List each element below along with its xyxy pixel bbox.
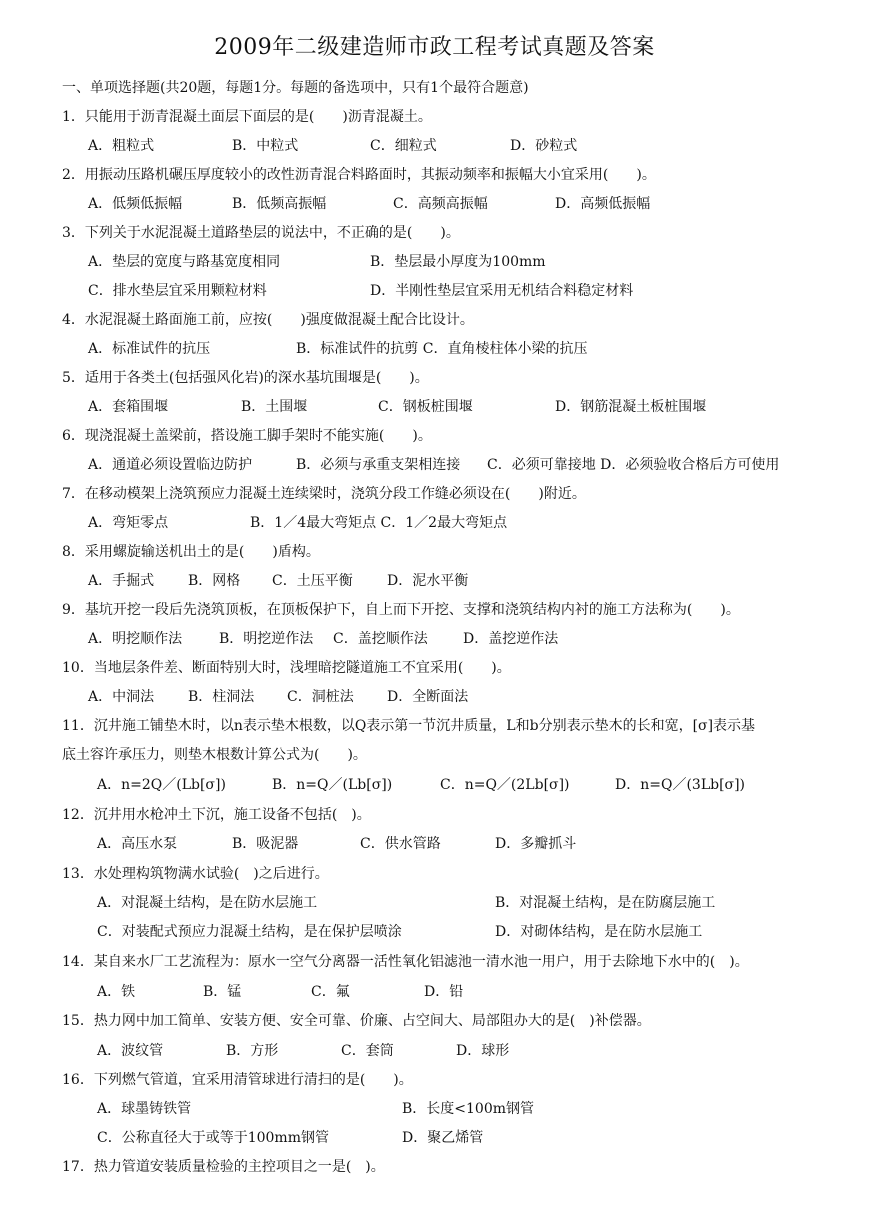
option-b: B．中粒式 xyxy=(232,138,299,154)
option-c: C．对装配式预应力混凝土结构，是在保护层喷涂 xyxy=(97,924,402,940)
option-b: B．n=Q／(Lb[σ]) xyxy=(272,777,393,793)
question-stem: 6．现浇混凝土盖梁前，搭设施工脚手架时不能实施( )。 xyxy=(62,428,432,444)
option-a: A．通道必须设置临边防护 xyxy=(88,457,253,473)
option-b: B．锰 xyxy=(203,984,242,1000)
question-stem: 1．只能用于沥青混凝土面层下面层的是( )沥青混凝土。 xyxy=(62,109,432,125)
option-a: A．铁 xyxy=(97,984,136,1000)
option-d: D．球形 xyxy=(456,1043,510,1059)
option-a: A．对混凝土结构，是在防水层施工 xyxy=(97,895,318,911)
option-a: A．手掘式 xyxy=(88,573,155,589)
question-stem: 3．下列关于水泥混凝土道路垫层的说法中，不正确的是( )。 xyxy=(62,225,460,241)
question-stem-continued: 底土容许承压力，则垫木根数计算公式为( )。 xyxy=(62,747,367,763)
option-d: D．砂粒式 xyxy=(510,138,578,154)
option-c: C．氟 xyxy=(311,984,350,1000)
option-b: B．吸泥器 xyxy=(232,836,299,852)
question-stem: 17．热力管道安装质量检验的主控项目之一是( )。 xyxy=(62,1159,385,1175)
option-b: B．低频高振幅 xyxy=(232,196,327,212)
question-stem: 16．下列燃气管道，宜采用清管球进行清扫的是( )。 xyxy=(62,1072,413,1088)
option-a: A．粗粒式 xyxy=(88,138,155,154)
option-b: B．网格 xyxy=(188,573,241,589)
option-c: C．细粒式 xyxy=(370,138,437,154)
option-c: C．必须可靠接地 D．必须验收合格后方可使用 xyxy=(487,457,780,473)
option-c: C．套筒 xyxy=(341,1043,394,1059)
option-b: B．对混凝土结构，是在防腐层施工 xyxy=(495,895,716,911)
option-b: B．柱洞法 xyxy=(188,689,255,705)
question-stem: 4．水泥混凝土路面施工前，应按( )强度做混凝土配合比设计。 xyxy=(62,312,474,328)
option-b: B．标准试件的抗剪 C．直角棱柱体小梁的抗压 xyxy=(296,341,588,357)
option-b: B．土围堰 xyxy=(241,399,308,415)
option-a: A．n=2Q／(Lb[σ]) xyxy=(97,777,226,793)
question-stem: 7．在移动模架上浇筑预应力混凝土连续梁时，浇筑分段工作缝必须设在( )附近。 xyxy=(62,486,586,502)
option-c: C．公称直径大于或等于100mm钢管 xyxy=(97,1130,329,1146)
option-b: B．必须与承重支架相连接 xyxy=(296,457,461,473)
option-a: A．中洞法 xyxy=(88,689,155,705)
question-stem: 9．基坑开挖一段后先浇筑顶板，在顶板保护下，自上而下开挖、支撑和浇筑结构内衬的施工方法称为( )。 xyxy=(62,602,740,618)
option-a: A．明挖顺作法 xyxy=(88,631,183,647)
question-stem: 8．采用螺旋输送机出土的是( )盾构。 xyxy=(62,544,320,560)
option-c: C．盖挖顺作法 xyxy=(333,631,428,647)
option-a: A．垫层的宽度与路基宽度相同 xyxy=(88,254,281,270)
option-d: D．半刚性垫层宜采用无机结合料稳定材料 xyxy=(370,283,634,299)
option-c: C．钢板桩围堰 xyxy=(378,399,473,415)
question-stem: 5．适用于各类土(包括强风化岩)的深水基坑围堰是( )。 xyxy=(62,370,429,386)
option-c: C．洞桩法 xyxy=(287,689,354,705)
option-a: A．套箱围堰 xyxy=(88,399,169,415)
option-d: D．多瓣抓斗 xyxy=(495,836,577,852)
option-d: D．全断面法 xyxy=(387,689,469,705)
question-stem: 15．热力网中加工简单、安装方便、安全可靠、价廉、占空间大、局部阻办大的是( )补偿器。 xyxy=(62,1013,651,1029)
option-c: C．高频高振幅 xyxy=(393,196,488,212)
option-d: D．铅 xyxy=(424,984,464,1000)
question-stem: 14．某自来水厂工艺流程为：原水一空气分离器一活性氧化铝滤池一清水池一用户，用于去除地下水中的( )。 xyxy=(62,954,749,970)
option-a: A．球墨铸铁管 xyxy=(97,1101,192,1117)
question-stem: 12．沉井用水枪冲土下沉，施工设备不包括( )。 xyxy=(62,807,371,823)
option-c: C．土压平衡 xyxy=(272,573,353,589)
option-d: D．聚乙烯管 xyxy=(402,1130,484,1146)
option-d: D．对砌体结构，是在防水层施工 xyxy=(495,924,703,940)
option-d: D．高频低振幅 xyxy=(555,196,651,212)
option-b: B．明挖逆作法 xyxy=(219,631,314,647)
option-b: B．方形 xyxy=(226,1043,279,1059)
option-d: D．n=Q／(3Lb[σ]) xyxy=(615,777,746,793)
option-a: A．弯矩零点 xyxy=(88,515,169,531)
question-stem: 13．水处理构筑物满水试验( )之后进行。 xyxy=(62,866,329,882)
question-stem: 10．当地层条件差、断面特别大时，浅埋暗挖隧道施工不宜采用( )。 xyxy=(62,660,511,676)
option-c: C．排水垫层宜采用颗粒材料 xyxy=(88,283,267,299)
option-c: C．n=Q／(2Lb[σ]) xyxy=(440,777,570,793)
option-d: D．钢筋混凝土板桩围堰 xyxy=(555,399,707,415)
option-c: C．供水管路 xyxy=(360,836,441,852)
question-stem: 11．沉井施工铺垫木时，以n表示垫木根数，以Q表示第一节沉井质量，L和b分别表示垫木的长和宽，[σ]表示基 xyxy=(62,718,756,734)
option-d: D．盖挖逆作法 xyxy=(463,631,559,647)
option-a: A．波纹管 xyxy=(97,1043,164,1059)
option-b: B．1／4最大弯矩点 C．1／2最大弯矩点 xyxy=(250,515,508,531)
option-a: A．标准试件的抗压 xyxy=(88,341,211,357)
option-a: A．低频低振幅 xyxy=(88,196,183,212)
option-a: A．高压水泵 xyxy=(97,836,178,852)
section-heading: 一、单项选择题(共20题，每题1分。每题的备选项中，只有1个最符合题意) xyxy=(62,80,529,96)
question-stem: 2．用振动压路机碾压厚度较小的改性沥青混合料路面时，其振动频率和振幅大小宜采用( )。 xyxy=(62,167,656,183)
option-b: B．垫层最小厚度为100mm xyxy=(370,254,546,270)
option-b: B．长度<100m钢管 xyxy=(402,1101,535,1117)
option-d: D．泥水平衡 xyxy=(387,573,469,589)
document-title: 2009年二级建造师市政工程考试真题及答案 xyxy=(214,35,655,60)
